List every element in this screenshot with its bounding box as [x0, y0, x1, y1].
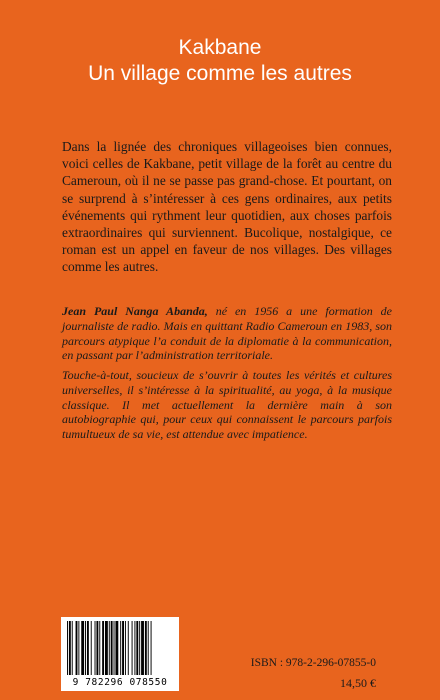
author-name: Jean Paul Nanga Abanda,: [62, 304, 208, 318]
author-bio-paragraph-1: [62, 304, 392, 363]
book-title: Kakbane: [178, 36, 262, 59]
price-label: 14,50 €: [340, 676, 376, 690]
barcode-bars-graphic: [61, 617, 179, 677]
book-subtitle: Un village comme les autres: [88, 62, 352, 85]
isbn-number: ISBN : 978-2-296-07855-0: [250, 657, 376, 669]
author-bio-paragraph-2: Touche-à-tout, soucieux de s’ouvrir à toutes les vérités et cultures universelles, il s’intéresse à la spiritualité, au yoga, à la musique classique. Il met actuellement la dernière main à son autobiographie qui, pour ceux qui connaissent le parcours parfois tumultueux de sa vie, est attendue avec impatience.: [62, 368, 392, 442]
author-bio-text-1: né en 1956 a une formation de journaliste de radio. Mais en quittant Radio Cameroun en 1983, son parcours atypique l’a conduit de la diplomatie à la communication, en passant par l’administration territoriale.: [62, 304, 392, 363]
barcode: [61, 617, 179, 691]
summary-text: Dans la lignée des chroniques villageoises bien connues, voici celles de Kakbane, petit village de la forêt au centre du Cameroun, où il ne se passe pas grand-chose. Et pourtant, on se surprend à s’intéresser à ces gens ordinaires, aux petits événements qui rythment leur quotidien, aux choses parfois extraordinaires qui surviennent. Bucolique, nostalgique, ce roman est un appel en faveur de nos villages. Des villages comme les autres.: [62, 139, 392, 275]
barcode-digits: 9 782296 078550: [72, 677, 168, 688]
